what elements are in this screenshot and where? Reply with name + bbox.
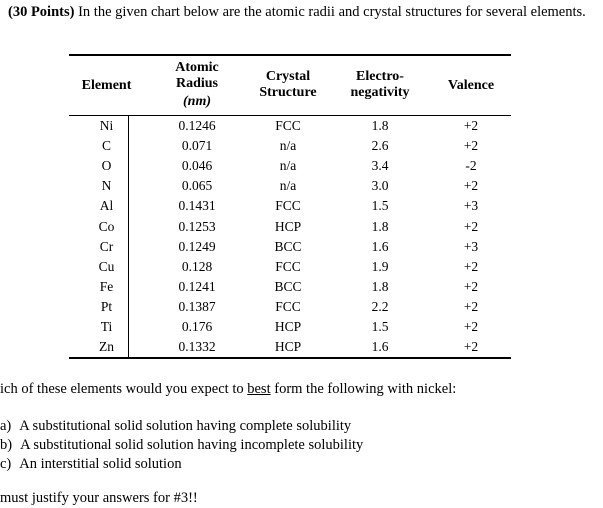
option-label: a) [0, 418, 12, 434]
cell-structure: n/a [279, 158, 297, 174]
header-electronegativity: Electro- negativity [350, 69, 410, 100]
cell-valence: +2 [463, 138, 479, 154]
cell-electro: 1.6 [371, 238, 389, 254]
cell-element: Fe [99, 278, 114, 294]
cell-radius: 0.1249 [178, 238, 216, 254]
footer-note: must justify your answers for #3!! [0, 490, 198, 506]
cell-radius: 0.046 [181, 158, 213, 174]
cell-structure: BCC [274, 278, 302, 294]
cell-electro: 1.6 [371, 339, 389, 355]
table-row [69, 116, 511, 136]
cell-electro: 1.5 [371, 319, 389, 334]
cell-structure: BCC [274, 238, 302, 254]
cell-electro: 2.6 [371, 138, 389, 154]
option-item [0, 417, 351, 435]
cell-valence: +2 [463, 218, 479, 234]
cell-electro: 1.8 [371, 278, 389, 294]
cell-element: O [101, 158, 112, 174]
option-label: b) [0, 437, 13, 453]
option-item [0, 436, 363, 454]
cell-element: Pt [100, 298, 113, 314]
cell-radius: 0.1253 [178, 218, 216, 234]
cell-radius: 0.1241 [178, 278, 216, 294]
cell-electro: 2.2 [371, 298, 389, 314]
cell-structure: FCC [275, 258, 301, 274]
option-item [0, 455, 182, 473]
option-text: An interstitial solid solution [19, 456, 182, 472]
cell-element: N [101, 178, 112, 194]
cell-structure: FCC [275, 198, 301, 214]
points-label: (30 Points) [8, 4, 75, 20]
header-atomic-radius: Atomic Radius (nm) [175, 60, 219, 109]
table-row [69, 277, 511, 297]
table-row [69, 176, 511, 196]
cell-valence: +2 [463, 319, 479, 334]
cell-structure: HCP [274, 339, 302, 355]
emphasis-best: best [247, 381, 271, 397]
header-valence: Valence [447, 78, 495, 93]
cell-radius: 0.1431 [178, 198, 216, 214]
cell-radius: 0.071 [181, 138, 213, 154]
cell-structure: n/a [279, 138, 297, 154]
question-text: ich of these elements would you expect to best form the following with nickel: [0, 381, 457, 397]
table-row [69, 337, 511, 357]
table-row [69, 317, 511, 337]
table-top-rule [69, 54, 511, 56]
cell-electro: 1.9 [371, 258, 389, 274]
header-crystal-structure: Crystal Structure [259, 69, 317, 100]
cell-element: C [101, 138, 111, 154]
cell-element: Ni [99, 118, 114, 133]
table-row [69, 297, 511, 317]
table-row [69, 237, 511, 257]
table-row [69, 136, 511, 156]
cell-valence: +2 [463, 339, 479, 355]
cell-valence: -2 [465, 158, 477, 174]
cell-structure: n/a [279, 178, 297, 194]
option-text: A substitutional solid solution having complete solubility [19, 418, 352, 434]
cell-radius: 0.065 [181, 178, 213, 194]
cell-valence: +2 [463, 278, 479, 294]
cell-structure: HCP [274, 319, 302, 334]
cell-radius: 0.128 [181, 258, 213, 274]
option-text: A substitutional solid solution having incomplete solubility [20, 437, 364, 453]
cell-electro: 3.4 [371, 158, 389, 174]
cell-radius: 0.1246 [178, 118, 216, 133]
cell-electro: 1.5 [371, 198, 389, 214]
cell-valence: +2 [463, 298, 479, 314]
cell-valence: +3 [463, 238, 479, 254]
cell-element: Cr [99, 238, 114, 254]
cell-radius: 0.176 [181, 319, 213, 334]
cell-valence: +3 [463, 198, 479, 214]
problem-intro [8, 2, 600, 22]
cell-structure: FCC [275, 298, 301, 314]
table-row [69, 156, 511, 176]
cell-electro: 1.8 [371, 218, 389, 234]
cell-element: Cu [98, 258, 115, 274]
cell-element: Co [98, 218, 115, 234]
header-element: Element [81, 78, 132, 93]
intro-text: In the given chart below are the atomic radii and crystal structures for several elements. [78, 4, 586, 20]
cell-structure: HCP [274, 218, 302, 234]
cell-electro: 1.8 [371, 118, 389, 133]
cell-structure: FCC [275, 118, 301, 133]
table-row [69, 257, 511, 277]
cell-valence: +2 [463, 258, 479, 274]
cell-electro: 3.0 [371, 178, 389, 194]
cell-element: Al [99, 198, 114, 214]
table-bottom-rule [69, 357, 511, 359]
table-row [69, 217, 511, 237]
table-row [69, 196, 511, 216]
cell-radius: 0.1387 [178, 298, 216, 314]
cell-element: Ti [100, 319, 113, 334]
option-label: c) [0, 456, 12, 472]
cell-valence: +2 [463, 118, 479, 133]
cell-valence: +2 [463, 178, 479, 194]
cell-radius: 0.1332 [178, 339, 216, 355]
cell-element: Zn [99, 339, 114, 355]
